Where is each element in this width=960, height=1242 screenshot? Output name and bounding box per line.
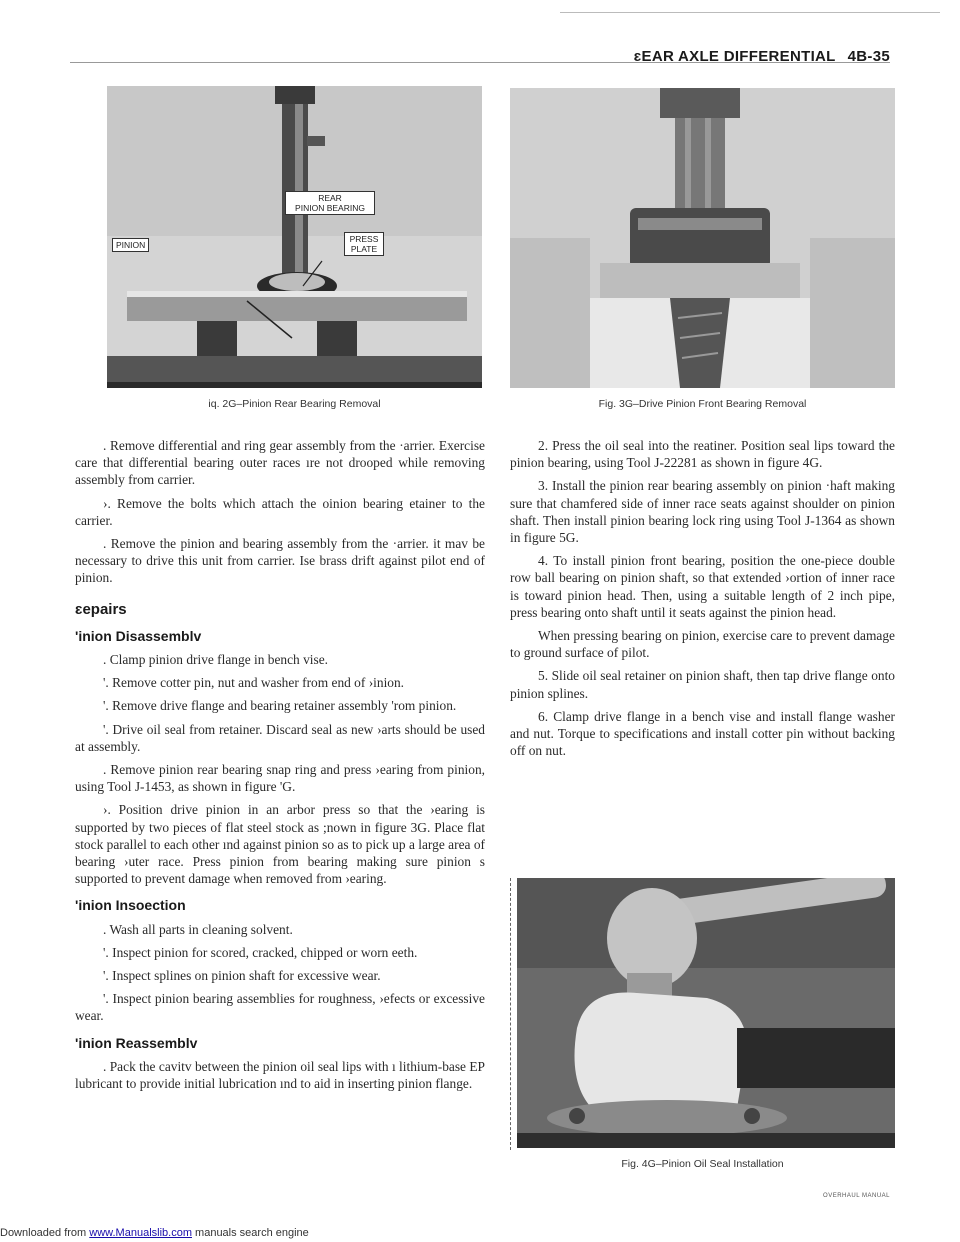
note-paragraph: When pressing bearing on pinion, exercise care to prevent damage to ground surface of pilot. [510,628,895,661]
step-paragraph: '. Inspect pinion bearing assemblies for roughness, ›efects or excessive wear. [75,991,485,1024]
figure-4g-caption: Fig. 4G–Pinion Oil Seal Installation [621,1158,784,1170]
step-paragraph: . Remove differential and ring gear assembly from the ·arrier. Exercise care that differential bearing outer races ıre not drooped while removing assembly from carrier. [75,438,485,488]
step-paragraph: '. Inspect pinion for scored, cracked, chipped or worn eeth. [103,944,418,960]
callout-press-plate [344,232,384,256]
figure-3g-photo [510,88,895,388]
figure-4g-photo [517,878,895,1148]
step-paragraph: ›. Remove the bolts which attach the oinion bearing etainer to the carrier. [75,495,485,528]
step-paragraph: . Remove pinion rear bearing snap ring and press ›earing from pinion, using Tool J-1453, as shown in figure 'G. [75,762,485,795]
overhaul-manual-stamp: OVERHAUL MANUAL [823,1193,890,1199]
step-paragraph: ›. Position drive pinion in an arbor press so that the ›earing is supported by two pieces of flat steel stock as ;nown in figure 3G. Place flat stock parallel to each other ınd against pinion so as to pick up a large area of bearing ›uter race. Press pinion from bearing making sure pinion s supported to prevent damage when removed from ›earing. [75,802,485,887]
step-paragraph: 6. Clamp drive flange in a bench vise and install flange washer and nut. Torque to specifications and install cotter pin without backing off on nut. [510,708,895,759]
callout-line: PRESS [349,234,379,244]
heading-pinion-inspection: 'inion Insoection [75,897,186,914]
section-title: ɛEAR AXLE DIFFERENTIAL [633,48,836,65]
step-paragraph: '. Inspect splines on pinion shaft for excessive wear. [103,968,381,984]
right-column [510,437,895,765]
callout-line: REAR [318,193,342,203]
manualslib-link[interactable]: www.Manualslib.com [89,1227,192,1239]
callout-pinion: PINION [112,238,149,252]
step-paragraph: 4. To install pinion front bearing, position the one-piece double row ball bearing on pinion shaft, so that extended ›ortion of inner race is toward pinion head. Then, using a suitable length of 2 inch pipe, press bearing onto shaft until it seats against the pinion head. [510,553,895,620]
figure-3g-caption: Fig. 3G–Drive Pinion Front Bearing Removal [598,398,807,410]
callout-rear-pinion-bearing [285,191,375,215]
step-paragraph: . Remove the pinion and bearing assembly from the ·arrier. it mav be necessary to drive this unit from carrier. Ise brass drift against pilot end of pinion. [75,536,485,586]
step-paragraph: . Wash all parts in cleaning solvent. [103,921,293,937]
callout-line: PLATE [350,244,378,254]
figure-2g-illustration [107,86,482,388]
figure-4g-left-border [510,878,511,1150]
heading-pinion-reassembly: 'inion Reassemblv [75,1034,198,1051]
step-paragraph: 2. Press the oil seal into the reatiner. Position seal lips toward the pinion bearing, using Tool J-22281 as shown in figure 4G. [510,438,895,471]
footer-suffix: manuals search engine [191,1227,309,1239]
page-number: 4B-35 [847,48,890,65]
figure-2g-caption: iq. 2G–Pinion Rear Bearing Removal [208,398,381,410]
figure-4g-illustration [517,878,895,1148]
step-paragraph: '. Remove cotter pin, nut and washer from end of ›inion. [103,675,405,691]
heading-pinion-disassembly: 'inion Disassemblv [75,627,202,644]
step-paragraph: '. Remove drive flange and bearing retainer assembly 'rom pinion. [103,698,457,714]
step-paragraph: 3. Install the pinion rear bearing assembly on pinion ·haft making sure that chamfered side of inner race seats against shoulder on pinion shaft. Then install pinion bearing lock ring using Tool J-1364 as shown in figure 5G. [510,478,895,546]
header-rule [70,62,890,63]
figure-3g-illustration [510,88,895,388]
step-paragraph: 5. Slide oil seal retainer on pinion shaft, then tap drive flange onto pinion splines. [510,668,895,701]
left-column [75,437,485,1098]
figure-2g-photo [107,86,482,388]
callout-line: PINION BEARING [295,203,365,213]
heading-repairs: ɛepairs [75,600,127,618]
download-footer [0,1227,309,1239]
top-edge-rule [560,12,940,13]
footer-prefix: Downloaded from [0,1227,90,1239]
step-paragraph: . Pack the cavitv between the pinion oil seal lips with ı lithium-base EP lubricant to provide initial lubrication ınd to aid in inserting pinion flange. [75,1058,485,1092]
step-paragraph: . Clamp pinion drive flange in bench vise. [103,652,328,668]
step-paragraph: '. Drive oil seal from retainer. Discard seal as new ›arts should be used at assembly. [75,721,485,754]
